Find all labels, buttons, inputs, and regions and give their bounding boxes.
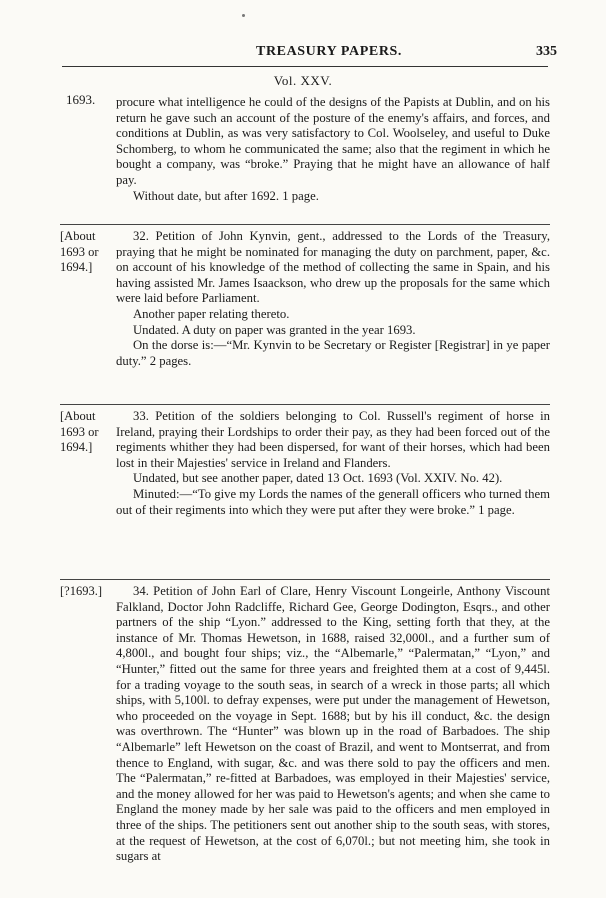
volume-heading: Vol. XXV.: [273, 73, 333, 88]
entry-minute-note: Minuted:—“To give my Lords the names of the generall officers who turned them out of their regiments into which they were put after they were broke.” 1 page.: [116, 486, 550, 517]
entry-body: [116, 95, 550, 204]
page-number: 335: [536, 44, 557, 59]
entry-date-margin: [About 1693 or 1694.]: [60, 229, 99, 275]
entry-paragraph: 34. Petition of John Earl of Clare, Henry Viscount Longeirle, Anthony Viscount Falkland, Doctor John Radcliffe, Richard Gee, George Dodington, Esqrs., and other partners of the ship “Lyon.” addressed to the King, setting forth that they, at the instance of Mr. Thomas Hewetson, in 1688, raised 32,000l., and a further sum of 4,800l., and bought four ships; viz., the “Albemarle,” “Palermatan,” “Lyon,” and “Hunter,” fitted out the same for three years and freighted them at a cost of 9,445l. for a trading voyage to the south seas, in search of a wreck in those parts; all which ships, with 5,100l. to defray expenses, were put under the management of Hewetson, who proceeded on the voyage in Sept. 1688; but by his ill conduct, &c. the design was overthrown. The “Hunter” was blown up in the road of Barbadoes. The ship “Albemarle” left Hewetson on the coast of Brazil, and went to Montserrat, and from thence to England, with sugar, &c. and was there sold to pay the officers and men. The “Palermatan,” re-fitted at Barbadoes, was employed in their Majesties' service, and the money allowed for her was paid to Hewetson's agents; and when she came to England the money made by her sale was paid to the officers and men employed in three of the ships. The petitioners sent out another ship to the south seas, with stores, at the request of Hewetson, at the cost of 6,070l.; but not meeting him, she took in sugars at: [116, 584, 550, 864]
entry-paragraph: 32. Petition of John Kynvin, gent., addressed to the Lords of the Treasury, praying that he might be nominated for managing the duty on parchment, paper, &c. on account of his knowledge of the method of collecting the same in Spain, and his having assisted Mr. James Isaackson, who drew up the proposals for the same which were laid before Parliament.: [116, 229, 550, 306]
entry-note: Undated. A duty on paper was granted in the year 1693.: [133, 322, 416, 337]
entry-divider: [60, 579, 550, 580]
entry-body: [116, 229, 550, 369]
entry-note: Undated, but see another paper, dated 13 Oct. 1693 (Vol. XXIV. No. 42).: [133, 471, 503, 486]
entry-note: Another paper relating thereto.: [133, 306, 290, 321]
header-rule: [62, 66, 548, 67]
entry-divider: [60, 224, 550, 225]
entry-note: Without date, but after 1692. 1 page.: [133, 188, 319, 203]
year-margin-note: 1693.: [66, 92, 96, 107]
entry-divider: [60, 404, 550, 405]
entry-paragraph: procure what intelligence he could of the designs of the Papists at Dublin, and on his return he gave such an account of the posture of the enemy's affairs, and forces, and conditions at Dublin, as was very satisfactory to Col. Woolseley, and useful to Duke Schomberg, to whom he communicated the same; also that the regiment in which he bought a company, was “broke.” Praying that he might have an allowance of half pay.: [116, 95, 550, 187]
print-mark: [242, 14, 245, 17]
entry-dorse-note: On the dorse is:—“Mr. Kynvin to be Secretary or Register [Registrar] in ye paper duty.” 2 pages.: [116, 338, 550, 368]
entry-body: [116, 409, 550, 518]
entry-date-margin: [?1693.]: [60, 584, 102, 598]
entry-body: [116, 584, 550, 865]
running-header-title: TREASURY PAPERS.: [256, 44, 403, 59]
entry-paragraph: 33. Petition of the soldiers belonging to Col. Russell's regiment of horse in Ireland, praying their Lordships to order their pay, as they had been forced out of the regiments whither they had been dispersed, for want of their horses, which had been lost in their Majesties' service in Ireland and Flanders.: [116, 409, 550, 470]
entry-date-margin: [About 1693 or 1694.]: [60, 409, 99, 455]
